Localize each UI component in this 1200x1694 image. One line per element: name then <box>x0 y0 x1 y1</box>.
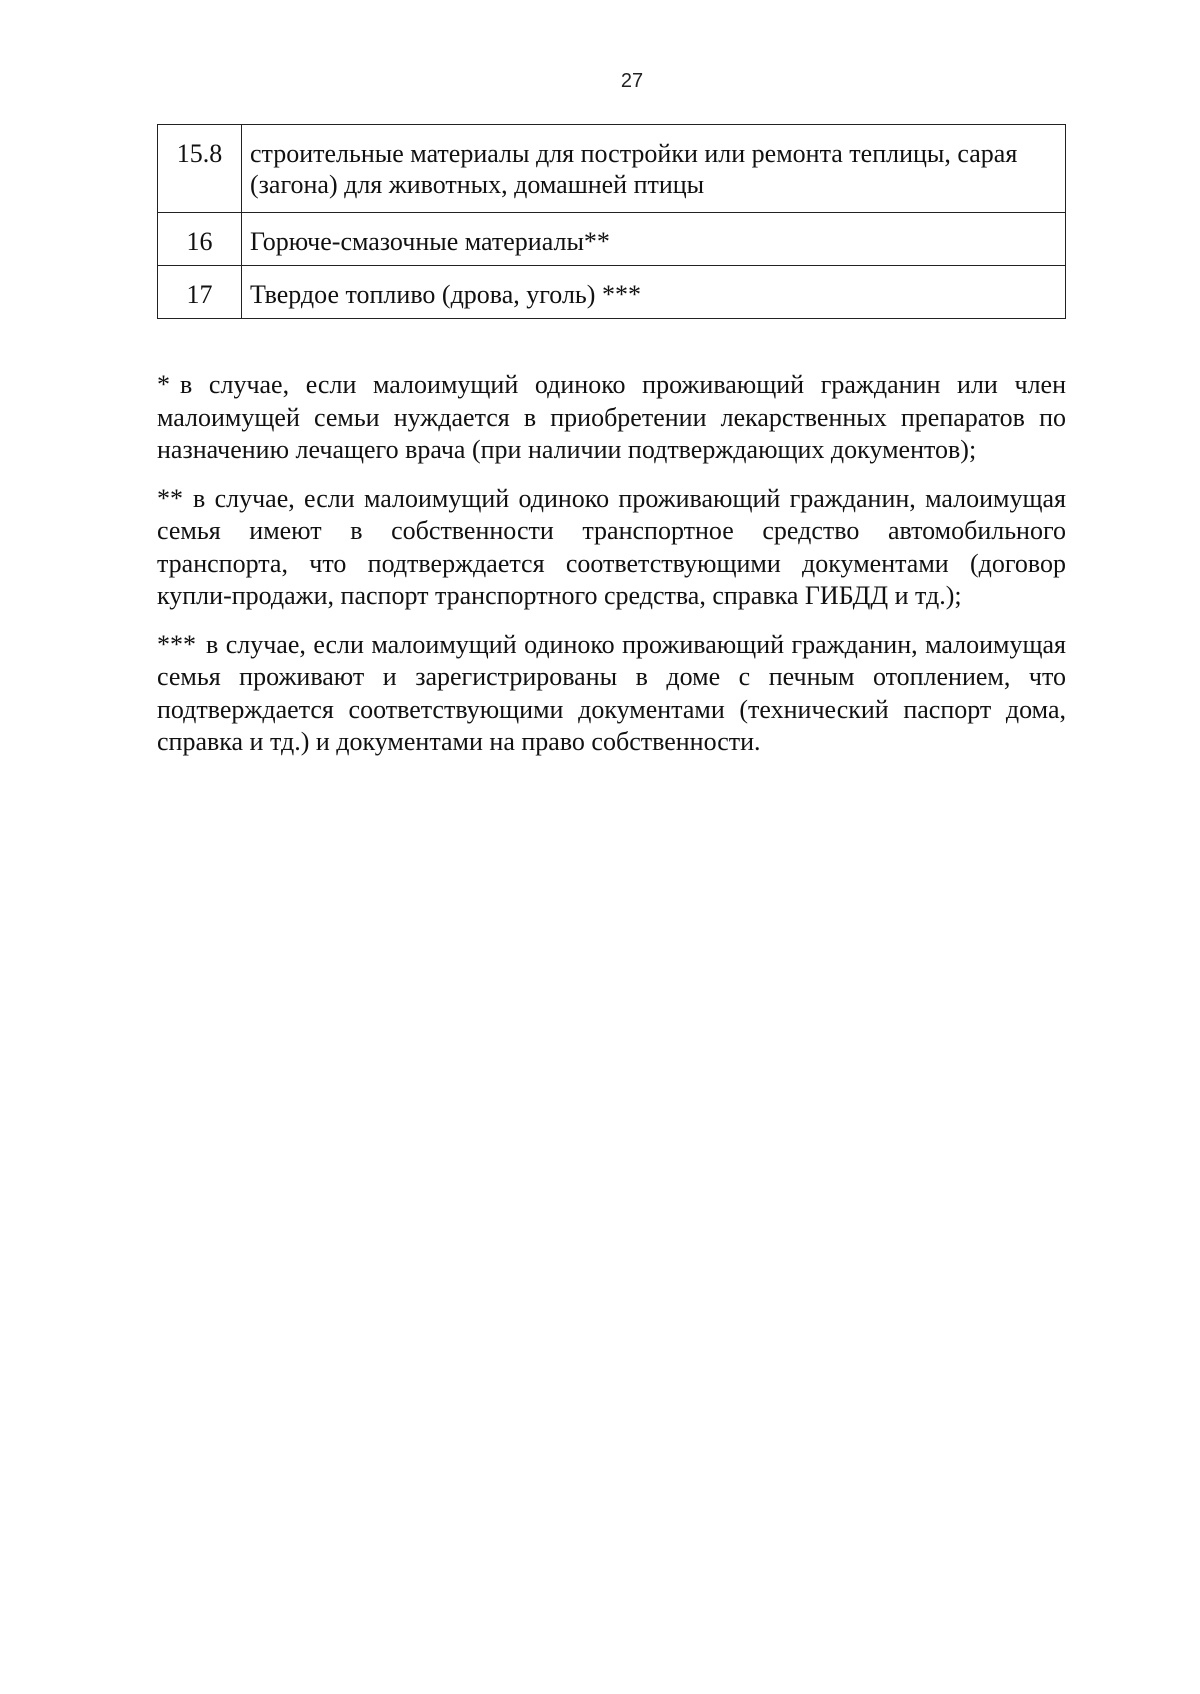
footnote-2 <box>157 483 1066 613</box>
table-row <box>158 213 1066 266</box>
page-number: 27 <box>620 70 644 92</box>
row-description: строительные материалы для постройки или ремонта теплицы, сарая (загона) для животных, домашней птицы <box>242 125 1066 213</box>
footnote-1 <box>157 369 1066 467</box>
footnote-text: в случае, если малоимущий одиноко проживающий гражданин или член малоимущей семьи нуждается в приобретении лекарственных препаратов по назначению лечащего врача (при наличии подтверждающих документов); <box>157 370 1066 464</box>
items-table <box>157 124 1066 319</box>
footnote-text: в случае, если малоимущий одиноко проживающий гражданин, малоимущая семья имеют в собственности транспортное средство автомобильного транспорта, что подтверждается соответствующими документами (договор купли-продажи, паспорт транспортного средства, справка ГИБДД и тд.); <box>157 483 1066 610</box>
footnote-mark: ** <box>157 483 183 513</box>
row-description: Горюче-смазочные материалы** <box>242 213 1066 266</box>
footnote-3 <box>157 629 1066 759</box>
row-number: 16 <box>158 213 242 266</box>
row-description: Твердое топливо (дрова, уголь) *** <box>242 266 1066 319</box>
table-row <box>158 266 1066 319</box>
footnote-mark: *** <box>157 629 196 659</box>
footnote-text: в случае, если малоимущий одиноко проживающий гражданин, малоимущая семья проживают и зарегистрированы в доме с печным отоплением, что подтверждается соответствующими документами (технический паспорт дома, справка и тд.) и документами на право собственности. <box>157 629 1066 756</box>
footnotes <box>157 369 1066 775</box>
row-number: 17 <box>158 266 242 319</box>
footnote-mark: * <box>157 370 170 399</box>
row-number: 15.8 <box>158 125 242 213</box>
table-row <box>158 125 1066 213</box>
